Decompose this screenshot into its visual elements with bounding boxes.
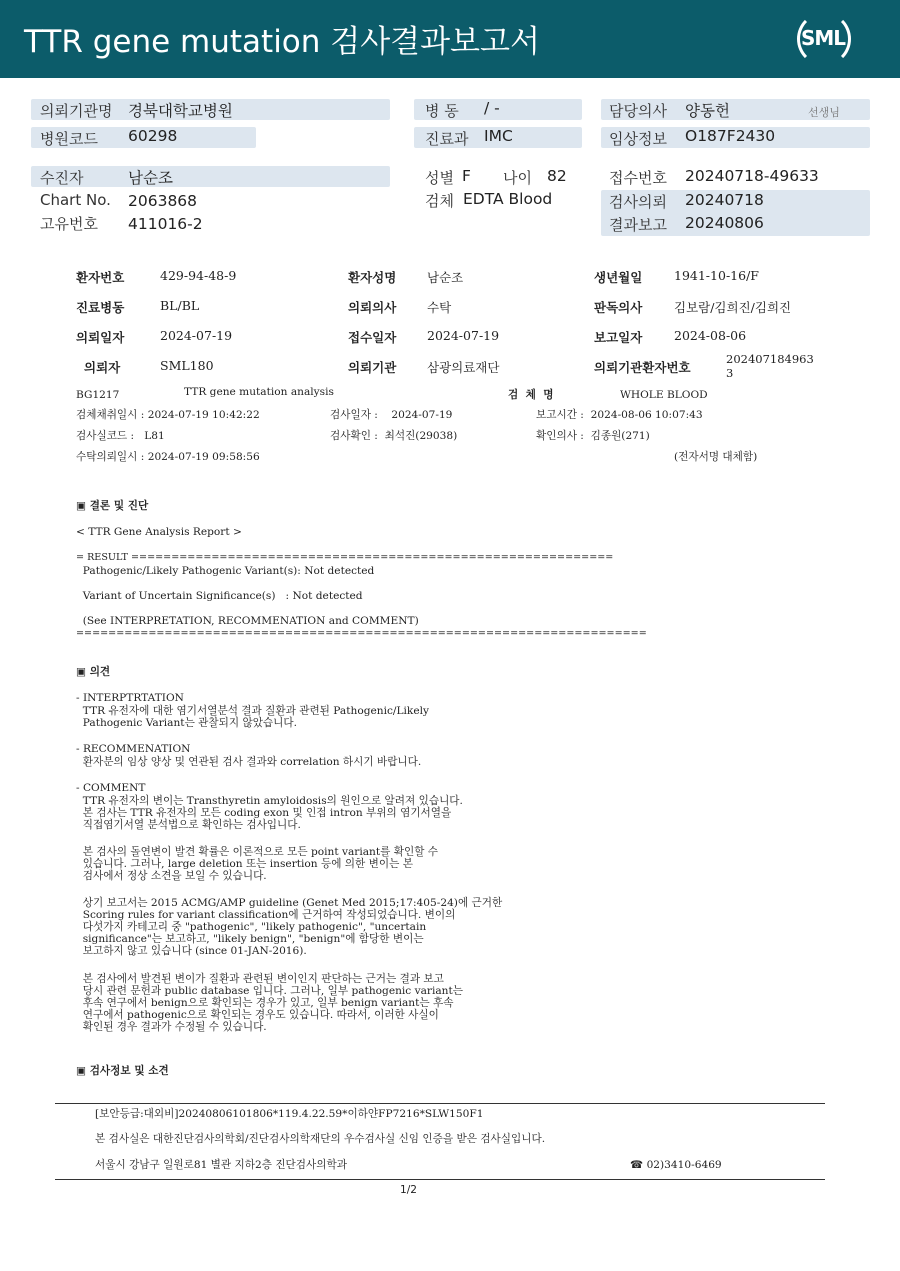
- footer-bottom-rule: [55, 1179, 825, 1180]
- comment-paragraph: 본 검사의 돌연변이 발견 확률은 이론적으로 모든 point variant를 확인할 수 있습니다. 그러나, large deletion 또는 insertion 등에 의한 변이는 본 검사에서 정상 소견을 보일 수 있습니다.: [82, 846, 439, 882]
- scan-value: 삼광의료재단: [427, 360, 500, 375]
- scan-value: 1941-10-16/F: [674, 268, 759, 283]
- accession-value: 20240718-49633: [685, 167, 819, 185]
- logo-text: SML: [801, 26, 846, 50]
- report-heading: < TTR Gene Analysis Report >: [76, 526, 242, 538]
- uid-value: 411016-2: [128, 215, 203, 233]
- chart-label: Chart No.: [40, 191, 111, 209]
- interp-body: TTR 유전자에 대한 염기서열분석 결과 질환과 관련된 Pathogenic/Likely Pathogenic Variant는 관찰되지 않았습니다.: [82, 705, 429, 729]
- report-date-label: 결과보고: [609, 216, 667, 234]
- section-test-info: ▣ 검사정보 및 소견: [76, 1065, 169, 1077]
- report-header: [0, 0, 900, 78]
- test-name: TTR gene mutation analysis: [184, 386, 334, 398]
- comment-paragraph: TTR 유전자의 변이는 Transthyretin amyloidosis의 원인으로 알려져 있습니다. 본 검사는 TTR 유전자의 모든 coding exon 및 인접 intron 부위의 염기서열을 직접염기서열 분석법으로 확인하는 검사입니다.: [82, 795, 463, 831]
- report-time: 보고시간 : 2024-08-06 10:07:43: [536, 409, 703, 421]
- scan-label: 생년월일: [594, 270, 643, 285]
- hospital-code-label: 병원코드: [40, 130, 98, 148]
- ward-label: 병 동: [425, 102, 459, 120]
- scan-label: 보고일자: [594, 330, 643, 345]
- specimen-value: EDTA Blood: [463, 190, 553, 208]
- scan-value: 수탁: [427, 300, 452, 315]
- scan-label: 환자번호: [76, 270, 125, 285]
- result-vus: Variant of Uncertain Significance(s) : Not detected: [76, 590, 363, 602]
- test-code: BG1217: [76, 389, 120, 401]
- clinical-label: 임상정보: [609, 130, 667, 148]
- certification-line: 본 검사실은 대한진단검사의학회/진단검사의학재단의 우수검사실 신임 인증을 받은 검사실입니다.: [95, 1133, 546, 1145]
- scan-value: 202407184963: [726, 352, 814, 366]
- sex-label: 성별: [425, 169, 454, 187]
- section-conclusion: ▣ 결론 및 진단: [76, 500, 149, 512]
- scan-label: 의뢰기관환자번호: [594, 360, 691, 375]
- patient-value: 남순조: [128, 169, 173, 187]
- collect-time: 검체채취일시 : 2024-07-19 10:42:22: [76, 409, 260, 421]
- clinical-value: O187F2430: [685, 127, 776, 145]
- ward-value: / -: [484, 99, 500, 117]
- age-value: 82: [547, 167, 567, 185]
- exam-confirm: 검사확인 : 최석진(29038): [330, 430, 458, 442]
- specimen-name-label: 검 체 명: [508, 389, 554, 401]
- scan-value: 2024-07-19: [160, 328, 233, 343]
- address-line: 서울시 강남구 일원로81 별관 지하2층 진단검사의학과: [95, 1159, 347, 1171]
- scan-label: 의뢰의사: [348, 300, 397, 315]
- comment-paragraph: 본 검사에서 발견된 변이가 질환과 관련된 변이인지 판단하는 근거는 결과 보고 당시 관련 문헌과 public database 입니다. 그러나, 일부 pathogenic variant는 후속 연구에서 benign으로 확인되는 경우가 있고, 일부 benign variant는 후속 연구에서 pathogenic으로 확인되는 경우도 있습니다. 따라서, 이러한 사실이 확인된 경우 결과가 수정될 수 있습니다.: [82, 973, 463, 1033]
- lab-code: 검사실코드 : L81: [76, 430, 165, 442]
- dept-label: 진료과: [425, 130, 469, 148]
- security-line: [보안등급:대외비]20240806101806*119.4.22.59*이하얀FP7216*SLW150F1: [95, 1108, 484, 1120]
- confirm-doctor: 확인의사 : 김종원(271): [536, 430, 650, 442]
- ordering-org-value: 경북대학교병원: [128, 102, 233, 120]
- dept-value: IMC: [484, 127, 513, 145]
- specimen-name-value: WHOLE BLOOD: [620, 389, 708, 401]
- request-value: 20240718: [685, 191, 764, 209]
- scan-label: 의뢰기관: [348, 360, 397, 375]
- scan-value: 2024-07-19: [427, 328, 500, 343]
- interp-heading: - INTERPTRTATION: [76, 692, 184, 704]
- scan-value: SML180: [160, 358, 214, 373]
- scan-value: 남순조: [427, 270, 464, 285]
- report-title: TTR gene mutation 검사결과보고서: [24, 24, 540, 60]
- request-label: 검사의뢰: [609, 193, 667, 211]
- sex-value: F: [462, 167, 471, 185]
- recom-heading: - RECOMMENATION: [76, 743, 191, 755]
- esign-note: (전자서명 대체함): [674, 451, 758, 463]
- doctor-label: 담당의사: [609, 102, 667, 120]
- scan-label: 의뢰자: [84, 360, 121, 375]
- result-see-note: (See INTERPRETATION, RECOMMENATION and COMMENT): [76, 615, 419, 627]
- scan-label: 판독의사: [594, 300, 643, 315]
- hospital-code-value: 60298: [128, 127, 178, 145]
- report-date-value: 20240806: [685, 214, 764, 232]
- accession-label: 접수번호: [609, 169, 667, 187]
- chart-value: 2063868: [128, 192, 198, 210]
- scan-label: 환자성명: [348, 270, 397, 285]
- sml-logo: [797, 12, 853, 68]
- patient-label: 수진자: [40, 169, 84, 187]
- result-pathogenic: Pathogenic/Likely Pathogenic Variant(s): Not detected: [76, 565, 375, 577]
- scan-value: 429-94-48-9: [160, 268, 237, 283]
- result-rule: = RESULT ============================================================: [76, 552, 614, 563]
- doctor-suffix: 선생님: [808, 106, 840, 119]
- scan-label: 접수일자: [348, 330, 397, 345]
- scan-value: BL/BL: [160, 298, 200, 313]
- scan-value: 김보람/김희진/김희진: [674, 300, 792, 315]
- page-number: 1/2: [400, 1184, 418, 1196]
- request-time: 수탁의뢰일시 : 2024-07-19 09:58:56: [76, 451, 260, 463]
- section-opinion: ▣ 의견: [76, 666, 111, 678]
- phone-line: ☎ 02)3410-6469: [630, 1159, 722, 1171]
- patient-bar: [31, 166, 390, 187]
- scan-label: 진료병동: [76, 300, 125, 315]
- footer-top-rule: [55, 1103, 825, 1104]
- exam-date: 검사일자 : 2024-07-19: [330, 409, 453, 421]
- ordering-org-label: 의뢰기관명: [40, 102, 113, 120]
- recom-body: 환자분의 임상 양상 및 연관된 검사 결과와 correlation 하시기 바랍니다.: [76, 756, 422, 768]
- result-rule-end: =======================================================================: [76, 628, 647, 639]
- scan-value-cont: 3: [726, 366, 734, 380]
- comment-paragraph: 상기 보고서는 2015 ACMG/AMP guideline (Genet Med 2015;17:405-24)에 근거한 Scoring rules for variant classification에 근거하여 작성되었습니다. 변이의 다섯가지 카테고리 중 "pathogenic", "likely pathogenic", "uncertain significance"는 보고하고, "likely benign", "benign"에 함당한 변이는 보고하지 않고 있습니다 (since 01-JAN-2016).: [82, 897, 503, 957]
- specimen-label: 검체: [425, 192, 454, 210]
- uid-label: 고유번호: [40, 215, 98, 233]
- comment-heading: - COMMENT: [76, 782, 146, 794]
- age-label: 나이: [503, 169, 532, 187]
- doctor-value: 양동헌: [685, 102, 730, 120]
- scan-label: 의뢰일자: [76, 330, 125, 345]
- scan-value: 2024-08-06: [674, 328, 747, 343]
